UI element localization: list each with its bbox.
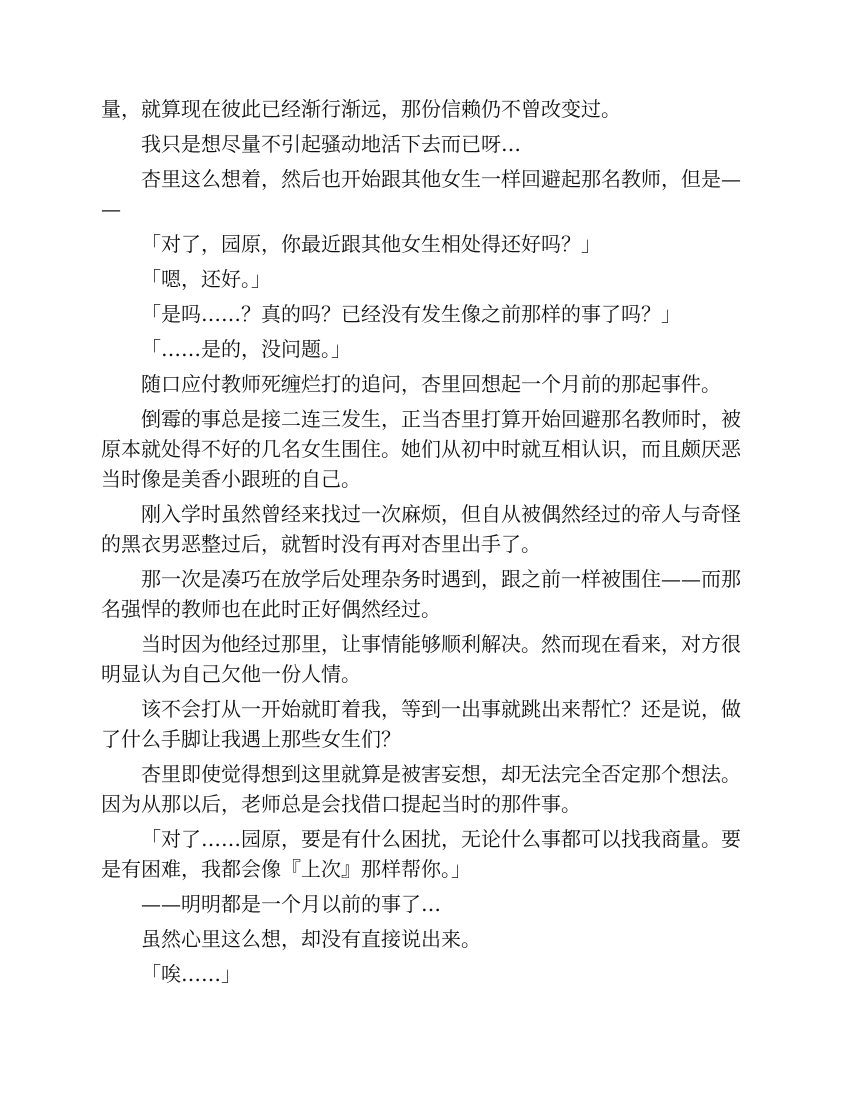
paragraph: 随口应付教师死缠烂打的追问，杏里回想起一个月前的那起事件。 [141,372,721,396]
paragraph: 那一次是凑巧在放学后处理杂务时遇到，跟之前一样被围住——而那名强悍的教师也在此时正好偶然经过。 [101,567,741,621]
paragraph: 该不会打从一开始就盯着我，等到一出事就跳出来帮忙？还是说，做了什么手脚让我遇上那些女生们？ [101,697,741,751]
paragraph: 我只是想尽量不引起骚动地活下去而已呀… [141,132,521,156]
paragraph: 杏里即使觉得想到这里就算是被害妄想，却无法完全否定那个想法。因为从那以后，老师总是会找借口提起当时的那件事。 [101,762,741,816]
paragraph: 倒霉的事总是接二连三发生，正当杏里打算开始回避那名教师时，被原本就处得不好的几名女生围住。她们从初中时就互相认识，而且颇厌恶当时像是美香小跟班的自己。 [101,407,741,491]
dialogue-line: 「对了，园原，你最近跟其他女生相处得还好吗？」 [141,232,601,256]
paragraph: 当时因为他经过那里，让事情能够顺利解决。然而现在看来，对方很明显认为自己欠他一份人情。 [101,632,741,686]
paragraph: 杏里这么想着，然后也开始跟其他女生一样回避起那名教师，但是—— [101,167,741,221]
dialogue-line: 「嗯，还好。」 [141,267,271,291]
dialogue-line: 「对了……园原，要是有什么困扰，无论什么事都可以找我商量。要是有困难，我都会像『上次』那样帮你。」 [101,827,741,881]
paragraph: 虽然心里这么想，却没有直接说出来。 [141,927,481,951]
text-body [101,94,751,994]
paragraph: 刚入学时虽然曾经来找过一次麻烦，但自从被偶然经过的帝人与奇怪的黑衣男恶整过后，就暂时没有再对杏里出手了。 [101,502,741,556]
paragraph: 量，就算现在彼此已经渐行渐远，那份信赖仍不曾改变过。 [101,97,621,121]
dialogue-line: 「唉……」 [141,962,241,986]
dialogue-line: 「……是的，没问题。」 [141,337,351,361]
dialogue-line: 「是吗……？真的吗？已经没有发生像之前那样的事了吗？」 [141,302,681,326]
paragraph: ——明明都是一个月以前的事了… [141,892,441,916]
